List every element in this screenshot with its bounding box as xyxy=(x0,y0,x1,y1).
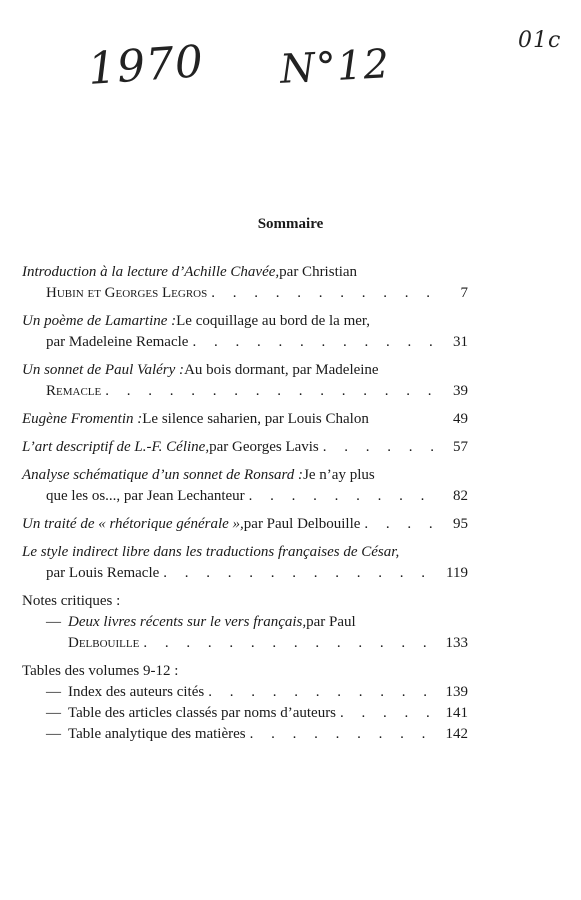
entry-title: Un poème de Lamartine : xyxy=(22,313,177,329)
leader-dots xyxy=(143,633,438,654)
leader-dots xyxy=(211,283,438,304)
toc-entry xyxy=(22,311,468,353)
leader-dots xyxy=(250,724,438,745)
leader-dots xyxy=(249,486,438,507)
entry-author: par Georges Lavis xyxy=(209,439,319,455)
notes-section: Notes critiques : — Deux livres récents sur le vers français, par Paul Delbouille . . . 133 xyxy=(22,591,468,654)
page-number: 57 xyxy=(453,439,468,455)
entry-author: Remacle xyxy=(46,383,102,399)
toc-entry xyxy=(22,437,468,458)
page-number: 39 xyxy=(453,383,468,399)
list-item: Table des articles classés par noms d’auteurs xyxy=(68,705,337,721)
entry-title: L’art descriptif de L.-F. Céline, xyxy=(22,439,210,455)
entry-subtitle: Au bois dormant, par Madeleine xyxy=(184,362,379,378)
entry-author: Hubin et Georges Legros xyxy=(46,285,208,301)
list-item: Table analytique des matières xyxy=(68,726,246,742)
tables-heading: Tables des volumes 9-12 : xyxy=(22,663,179,679)
toc-entry xyxy=(22,409,468,430)
entry-title: Eugène Fromentin : xyxy=(22,411,143,427)
toc-entry xyxy=(22,514,468,535)
page-number: 142 xyxy=(445,726,468,742)
entry-title: Le style indirect libre dans les traductions françaises de César, xyxy=(22,544,400,560)
handwritten-number: N°12 xyxy=(278,41,392,93)
leader-dots xyxy=(208,682,438,703)
entry-title: Analyse schématique d’un sonnet de Ronsard : xyxy=(22,467,304,483)
entry-title: Deux livres récents sur le vers français, xyxy=(68,614,307,630)
entry-author: Delbouille xyxy=(68,635,140,651)
toc-entry xyxy=(22,262,468,304)
page-number: 95 xyxy=(453,516,468,532)
page-number: 82 xyxy=(453,488,468,504)
entry-author: que les os..., par Jean Lechanteur xyxy=(46,488,245,504)
page-number: 139 xyxy=(445,684,468,700)
entry-title: Un traité de « rhétorique générale », xyxy=(22,516,244,532)
entry-author: par Madeleine Remacle xyxy=(46,334,189,350)
entry-title: Introduction à la lecture d’Achille Chavée, xyxy=(22,264,280,280)
tables-section: Tables des volumes 9-12 : — Index des auteurs cités . . . 139 — Table des articles classés par noms d’auteurs . . . 141 — Table analytique des matières . . . 142 xyxy=(22,661,468,745)
entry-author: par Paul xyxy=(306,614,356,630)
handwritten-year: 1970 xyxy=(86,36,206,95)
entry-author: par Louis Remacle xyxy=(46,565,160,581)
entry-title: Un sonnet de Paul Valéry : xyxy=(22,362,185,378)
leader-dots xyxy=(340,703,438,724)
entry-author: par Paul Delbouille xyxy=(243,516,361,532)
entry-subtitle: Le coquillage au bord de la mer, xyxy=(176,313,371,329)
list-item: Index des auteurs cités xyxy=(68,684,205,700)
page-number: 49 xyxy=(453,411,468,427)
leader-dots xyxy=(323,437,438,458)
handwritten-corner-mark: 01c xyxy=(518,28,562,53)
leader-dots xyxy=(163,563,438,584)
leader-dots xyxy=(364,514,438,535)
leader-dots xyxy=(192,332,438,353)
toc-entry xyxy=(22,542,468,584)
page-title: Sommaire xyxy=(257,216,324,232)
table-of-contents xyxy=(22,262,468,752)
leader-dots xyxy=(105,381,438,402)
page-number: 7 xyxy=(460,285,468,301)
page-number: 141 xyxy=(445,705,468,721)
toc-entry xyxy=(22,465,468,507)
notes-heading: Notes critiques : xyxy=(22,593,121,609)
entry-subtitle: Le silence saharien, par Louis Chalon xyxy=(142,411,369,427)
page-number: 133 xyxy=(445,635,468,651)
entry-author: par Christian xyxy=(279,264,358,280)
page-number: 119 xyxy=(446,565,468,581)
toc-entry xyxy=(22,360,468,402)
page-number: 31 xyxy=(453,334,468,350)
entry-subtitle: Je n’ay plus xyxy=(303,467,375,483)
